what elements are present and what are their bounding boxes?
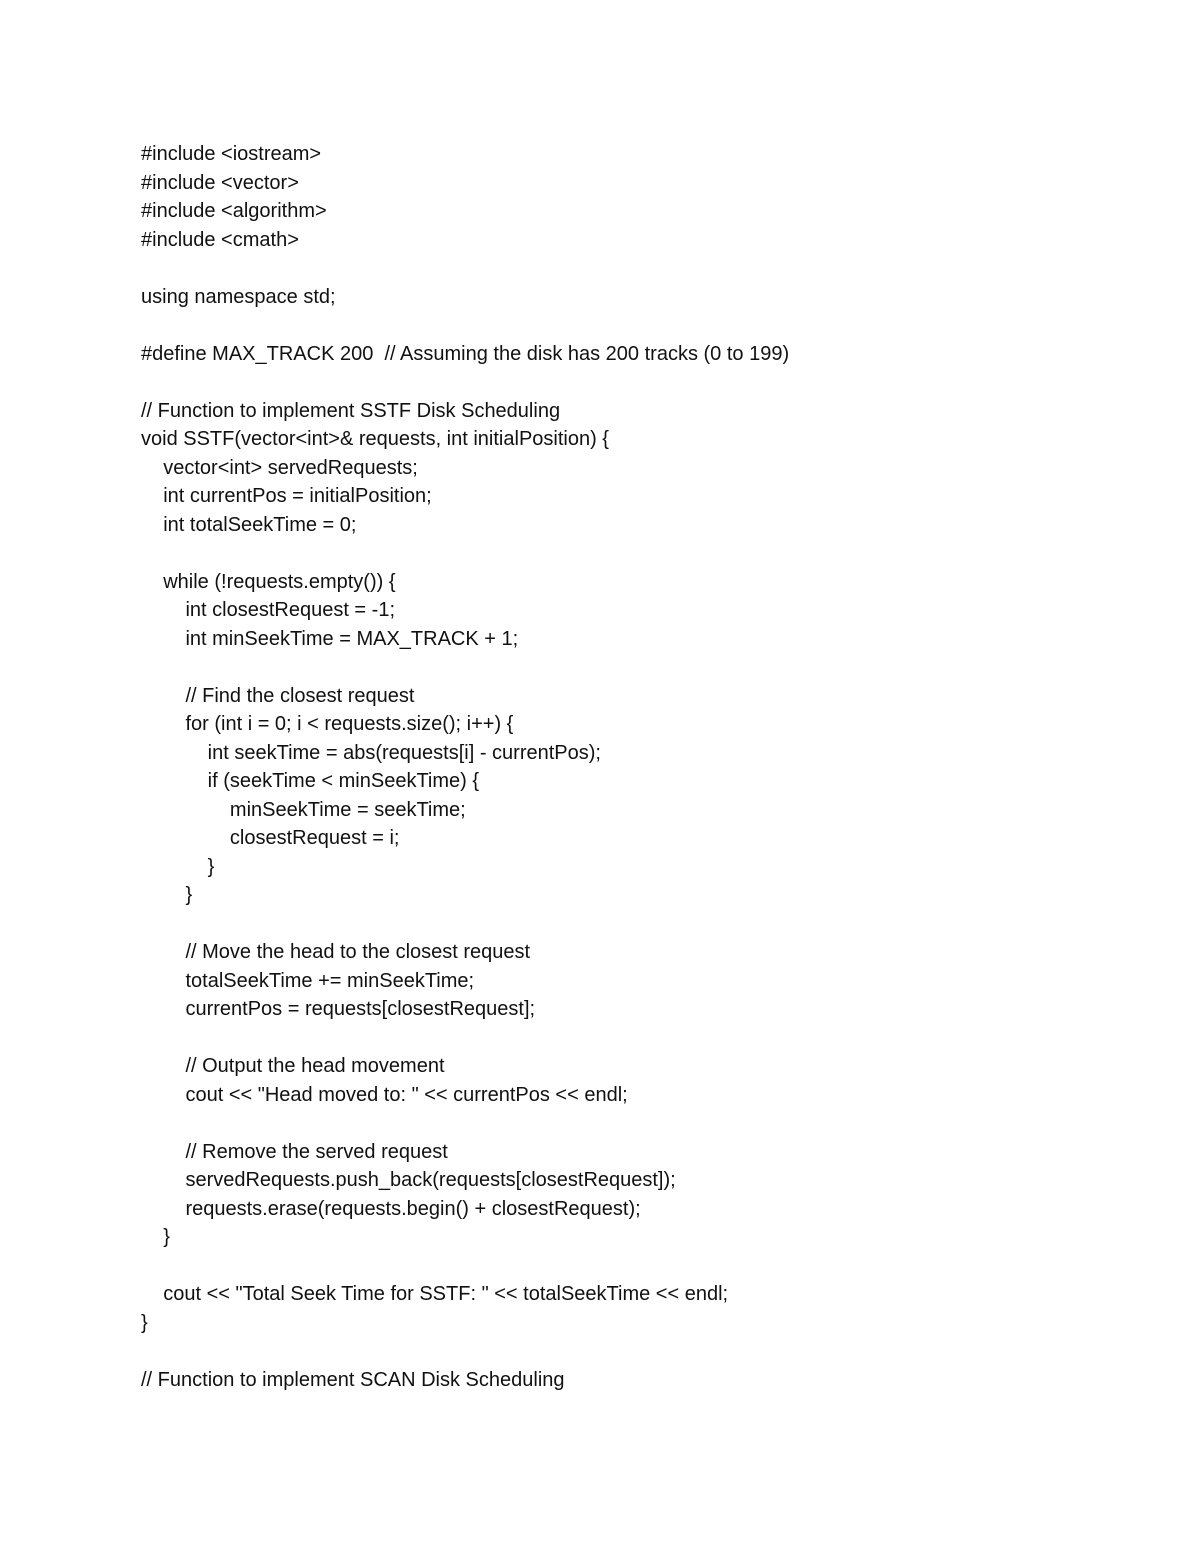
code-line: vector<int> servedRequests; — [141, 456, 418, 479]
code-line: } — [141, 855, 215, 878]
code-line: int closestRequest = -1; — [141, 599, 396, 621]
code-line: if (seekTime < minSeekTime) { — [141, 770, 480, 792]
code-line: void SSTF(vector<int>& requests, int initialPosition) { — [141, 428, 609, 450]
code-line: currentPos = requests[closestRequest]; — [141, 998, 536, 1020]
code-line: cout << "Total Seek Time for SSTF: " << totalSeekTime << endl; — [141, 1283, 729, 1305]
code-line: totalSeekTime += minSeekTime; — [141, 969, 475, 992]
code-line: minSeekTime = seekTime; — [141, 798, 466, 821]
code-line: int currentPos = initialPosition; — [141, 485, 432, 507]
code-line: int minSeekTime = MAX_TRACK + 1; — [141, 627, 519, 650]
code-line: #define MAX_TRACK 200 // Assuming the disk has 200 tracks (0 to 199) — [141, 342, 790, 365]
code-line — [141, 539, 1141, 568]
code-line: // Output the head movement — [141, 1055, 445, 1077]
code-line — [141, 653, 1141, 682]
code-line: } — [141, 1226, 170, 1248]
code-line: int seekTime = abs(requests[i] - currentPos); — [141, 741, 601, 764]
code-line: #include <cmath> — [141, 228, 299, 251]
code-line — [141, 1024, 1141, 1053]
code-line — [141, 311, 1141, 340]
code-line: } — [141, 884, 193, 906]
code-line: using namespace std; — [141, 285, 336, 308]
code-line: // Function to implement SCAN Disk Scheduling — [141, 1368, 565, 1391]
code-line: // Move the head to the closest request — [141, 941, 531, 963]
code-line: // Find the closest request — [141, 684, 415, 707]
code-line: for (int i = 0; i < requests.size(); i++) { — [141, 713, 514, 735]
code-line — [141, 910, 1141, 939]
code-line: servedRequests.push_back(requests[closestRequest]); — [141, 1169, 676, 1191]
code-line — [141, 1337, 1141, 1366]
code-line — [141, 1252, 1141, 1281]
code-line: requests.erase(requests.begin() + closestRequest); — [141, 1197, 641, 1220]
code-line — [141, 254, 1141, 283]
code-line: #include <algorithm> — [141, 200, 327, 222]
code-line: #include <iostream> — [141, 143, 322, 165]
code-listing — [141, 140, 1141, 1394]
code-line: closestRequest = i; — [141, 827, 400, 849]
code-line: // Function to implement SSTF Disk Scheduling — [141, 399, 561, 422]
code-line: #include <vector> — [141, 171, 299, 194]
code-line — [141, 368, 1141, 397]
code-line: cout << "Head moved to: " << currentPos << endl; — [141, 1083, 628, 1106]
code-line: // Remove the served request — [141, 1140, 448, 1163]
code-line: } — [141, 1311, 148, 1334]
code-line — [141, 1109, 1141, 1138]
code-line: while (!requests.empty()) { — [141, 570, 396, 593]
code-line: int totalSeekTime = 0; — [141, 513, 357, 536]
